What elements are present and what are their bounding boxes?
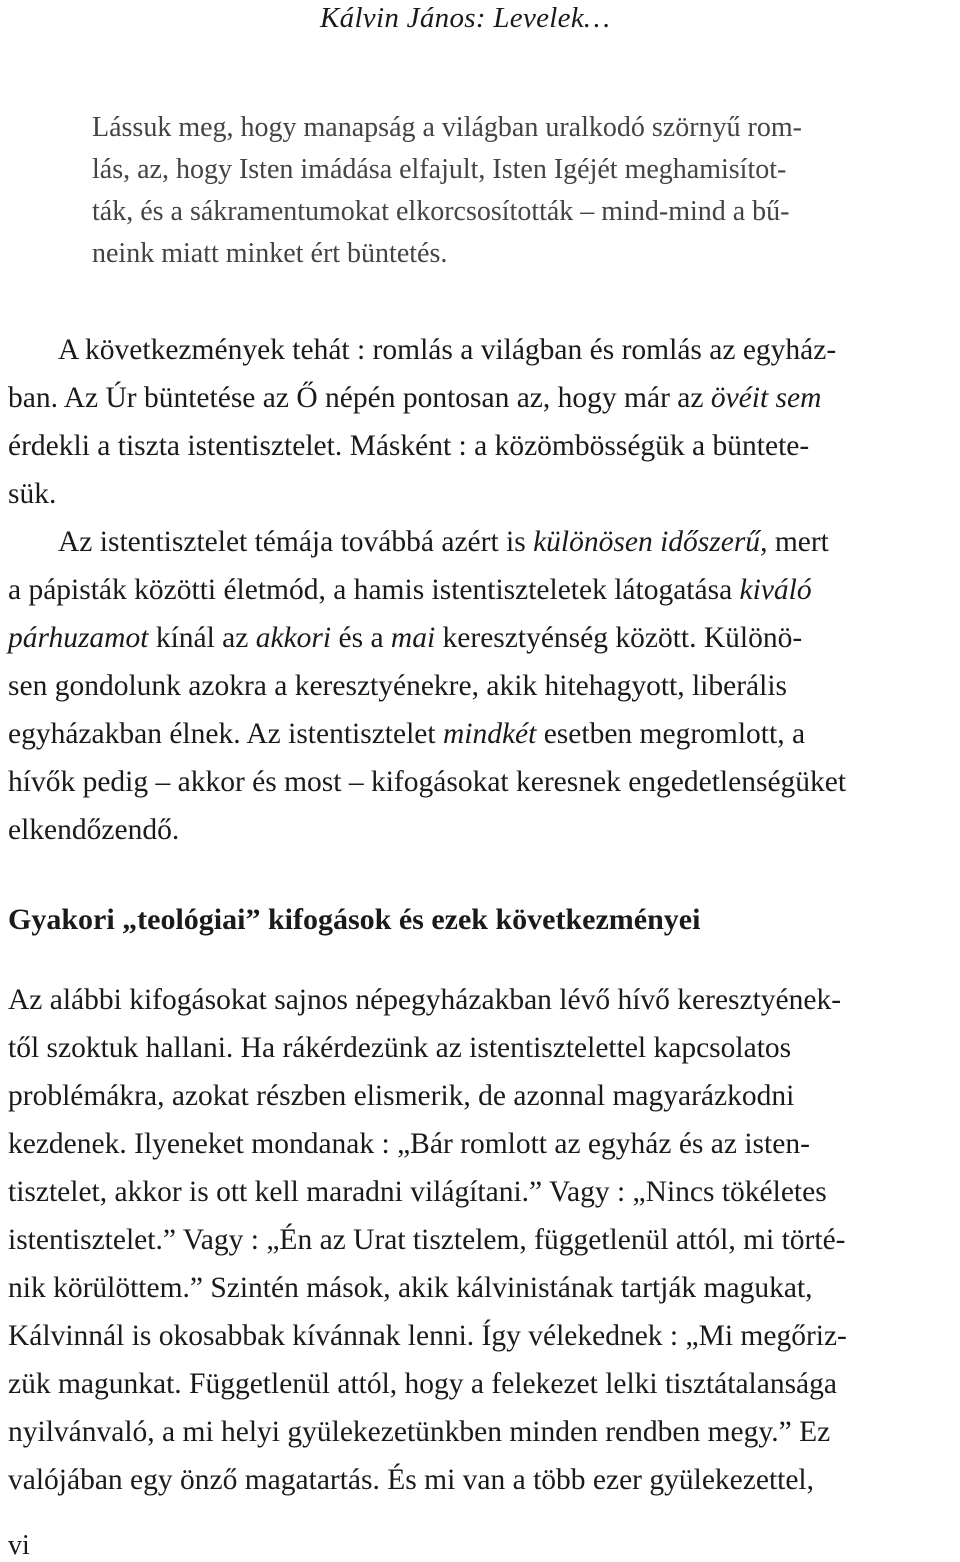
paragraph-line: elkendőzendő.	[8, 814, 180, 846]
text-run: a pápisták közötti életmód, a hamis istentiszteletek látogatása	[8, 574, 740, 606]
paragraph-line	[8, 378, 821, 418]
paragraph-line: kezdenek. Ilyeneket mondanak : „Bár romlott az egyház és az isten-	[8, 1128, 810, 1160]
quote-line: lás, az, hogy Isten imádása elfajult, Isten Igéjét meghamisítot-	[92, 154, 787, 185]
paragraph-line: hívők pedig – akkor és most – kifogásokat keresnek engedetlenségüket	[8, 766, 847, 798]
paragraph-line	[58, 522, 829, 562]
paragraph-line: től szoktuk hallani. Ha rákérdezünk az istentisztelettel kapcsolatos	[8, 1032, 792, 1064]
text-run: és a	[331, 622, 391, 654]
paragraph-line: sen gondolunk azokra a keresztyénekre, akik hitehagyott, liberális	[8, 670, 788, 702]
paragraph-line: nyilvánvaló, a mi helyi gyülekezetünkben minden rendben megy.” Ez	[8, 1416, 831, 1448]
text-run: kínál az	[148, 622, 256, 654]
paragraph-line: valójában egy önző magatartás. És mi van a több ezer gyülekezettel,	[8, 1464, 815, 1496]
emphasis-text: párhuzamot	[8, 622, 149, 654]
emphasis-text: mindkét	[442, 718, 537, 750]
paragraph-line	[8, 618, 802, 658]
paragraph-line: zük magunkat. Függetlenül attól, hogy a felekezet lelki tisztátalansága	[8, 1368, 837, 1400]
text-run: egyházakban élnek. Az istentisztelet	[8, 718, 443, 750]
text-run: keresztyénség között. Különö-	[435, 622, 803, 654]
page-number: vi	[8, 1530, 30, 1561]
text-run: esetben megromlott, a	[536, 718, 806, 750]
quote-line: Lássuk meg, hogy manapság a világban uralkodó szörnyű rom-	[92, 112, 802, 143]
paragraph-line: istentisztelet.” Vagy : „Én az Urat tisztelem, függetlenül attól, mi törté-	[8, 1224, 846, 1256]
emphasis-text: övéit sem	[710, 382, 822, 414]
emphasis-text: mai	[390, 622, 436, 654]
text-run: Az istentisztelet témája továbbá azért is	[58, 526, 534, 558]
quote-line: ták, és a sákramentumokat elkorcsosították – mind-mind a bű-	[92, 196, 790, 227]
text-run: , mert	[760, 526, 829, 558]
emphasis-text: akkori	[255, 622, 332, 654]
paragraph-line: sük.	[8, 478, 57, 510]
running-head: Kálvin János: Levelek…	[320, 2, 611, 34]
paragraph-line: problémákra, azokat részben elismerik, de azonnal magyarázkodni	[8, 1080, 795, 1112]
emphasis-text: kiváló	[739, 574, 812, 606]
quote-line: neink miatt minket ért büntetés.	[92, 238, 448, 269]
text-run: ban. Az Úr büntetése az Ő népén pontosan az, hogy már az	[8, 382, 711, 414]
paragraph-line	[8, 714, 805, 754]
section-heading: Gyakori „teológiai” kifogások és ezek következményei	[8, 903, 701, 936]
paragraph-line: Az alábbi kifogásokat sajnos népegyházakban lévő hívő keresztyének-	[8, 984, 842, 1016]
paragraph-line: érdekli a tiszta istentisztelet. Másként : a közömbösségük a büntete-	[8, 430, 810, 462]
paragraph-line: A következmények tehát : romlás a világban és romlás az egyház-	[58, 334, 837, 366]
emphasis-text: különösen időszerű	[533, 526, 761, 558]
paragraph-line: tisztelet, akkor is ott kell maradni világítani.” Vagy : „Nincs tökéletes	[8, 1176, 827, 1208]
paragraph-line: Kálvinnál is okosabbak kívánnak lenni. Így vélekednek : „Mi megőriz-	[8, 1320, 847, 1352]
paragraph-line	[8, 570, 812, 610]
paragraph-line: nik körülöttem.” Szintén mások, akik kálvinistának tartják magukat,	[8, 1272, 813, 1304]
